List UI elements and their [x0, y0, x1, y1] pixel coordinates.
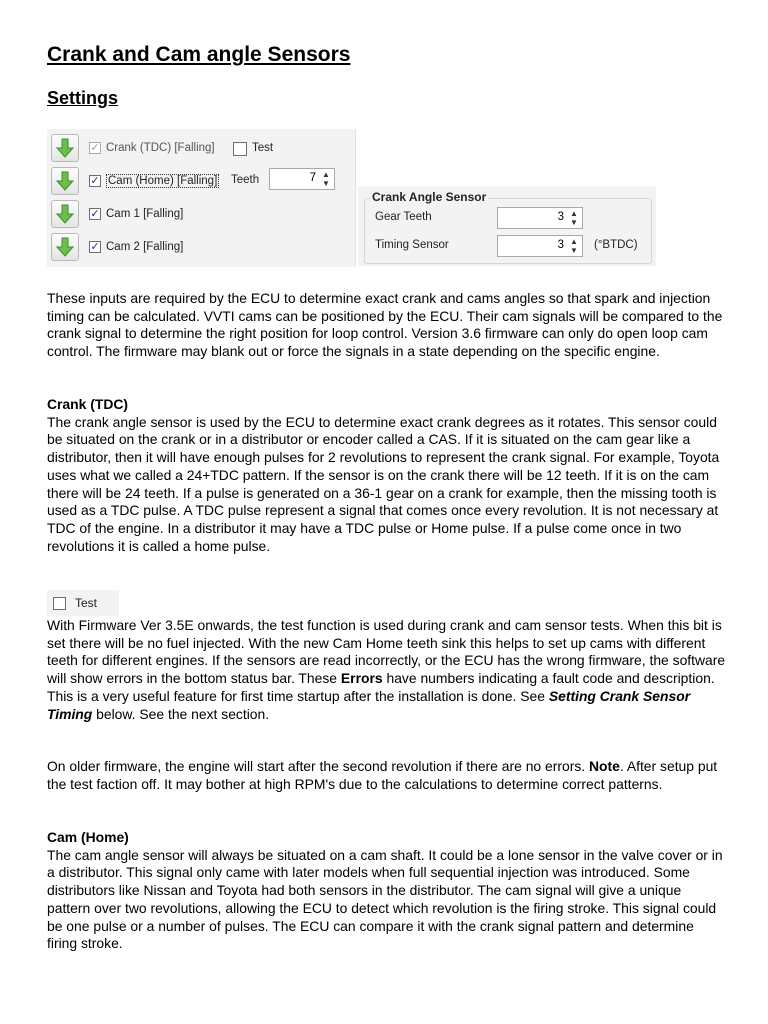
spin-arrows-icon[interactable]: ▲ ▼ [322, 170, 330, 188]
cam-home-checkbox-label: Cam (Home) [Falling] [108, 175, 218, 187]
down-arrow-icon [56, 237, 74, 257]
test-text [47, 617, 727, 723]
crank-text: The crank angle sensor is used by the ECU to determine exact crank degrees as it rotates. This sensor could be situated on the crank or in a distributor or encoder called a CAS. If it is situated on the cam gear like a distributor, then it will have enough pulses for 2 revolutions to represent the crank signal. For example, Toyota uses what we called a 24+TDC pattern. If the sensor is on the crank there will be 12 teeth. If it is on the cam there will be 24 teeth. If a pulse is generated on a 36-1 gear on a crank for example, then the missing tooth is used as a TDC pulse. A TDC pulse represent a signal that comes once every revolution. It is not necessary at TDC of the engine. In a distributor it may have a TDC pulse or Home pulse. If a pulse come once in two revolutions it is called a home pulse. [47, 413, 720, 554]
cam2-row [51, 232, 183, 262]
crank-checkbox-label: Crank (TDC) [Falling] [106, 142, 215, 154]
teeth-spinbox[interactable] [269, 168, 335, 190]
timing-sensor-spinbox[interactable] [497, 235, 583, 257]
cam-home-row [51, 166, 219, 196]
test-text-part1: With Firmware Ver 3.5E onwards, the test function is used during crank and cam sensor tests. When this bit is set there will be no fuel injected. With the new Cam Home teeth sink this helps to set up cams with different teeth for different engines. If the sensors are read incorrectly, or the ECU has the wrong firmware, the software will show errors in the bottom status bar. These [47, 617, 726, 687]
test-widget-checkbox[interactable] [53, 597, 66, 610]
crank-angle-sensor-panel [358, 186, 656, 266]
spin-arrows-icon[interactable]: ▲ ▼ [570, 237, 578, 255]
cam-heading: Cam (Home) [47, 829, 129, 845]
test-checkbox-label: Test [252, 142, 274, 154]
test-widget [47, 590, 119, 616]
sensor-settings-panel [47, 129, 356, 267]
cam1-checkbox[interactable]: ✓ [90, 208, 100, 220]
older-text-part1: On older firmware, the engine will start after the second revolution if there are no errors. [47, 758, 589, 774]
gear-teeth-label: Gear Teeth [375, 211, 432, 223]
cam-section [47, 829, 727, 953]
cam1-download-button[interactable] [51, 200, 79, 228]
page-title: Crank and Cam angle Sensors [47, 43, 351, 66]
older-text-part2: . After setup put the test faction off. It may bother at high RPM's due to the calculations to determine correct patterns. [47, 758, 718, 792]
cam2-checkbox-label: Cam 2 [Falling] [106, 241, 184, 253]
cam2-download-button[interactable] [51, 233, 79, 261]
intro-paragraph [47, 290, 727, 361]
test-text-part2: have numbers indicating a fault code and description. This is a very useful feature for first time startup after the installation is done. See [47, 670, 715, 704]
crank-section [47, 396, 727, 555]
cam2-checkbox[interactable]: ✓ [90, 241, 100, 253]
down-arrow-icon [56, 171, 74, 191]
intro-text: These inputs are required by the ECU to determine exact crank and cams angles so that spark and injection timing can be calculated. VVTI cams can be positioned by the ECU. Their cam signals will be compared to the crank signal to determine the right position for loop control. Version 3.6 firmware can only do open loop cam control. The firmware may blank out or force the signals in a state depending on the specific engine. [47, 290, 723, 360]
spin-arrows-icon[interactable]: ▲ ▼ [570, 209, 578, 227]
cam-home-checkbox[interactable]: ✓ [90, 175, 100, 187]
test-paragraph [47, 617, 727, 723]
crank-download-button[interactable] [51, 134, 79, 162]
cam1-row [51, 199, 183, 229]
timing-unit-label: (°BTDC) [594, 239, 638, 251]
crank-heading: Crank (TDC) [47, 396, 129, 412]
cam-text: The cam angle sensor will always be situated on a cam shaft. It could be a lone sensor in the valve cover or in a distributor. This signal only came with later models when full sequential injection was introduced. Some distributors like Nissan and Toyota had both sensors in the distributor. The cam signal will give a unique pattern over two revolutions, allowing the ECU to detect which revolution is the firing stroke. This signal could be one pulse or a number of pulses. The ECU can compare it with the crank signal pattern and determine firing stroke. [47, 846, 723, 952]
errors-word: Errors [340, 670, 383, 687]
gear-teeth-value: 3 [557, 211, 564, 223]
older-text [47, 758, 727, 793]
setting-crank-sensor-timing-link[interactable]: Setting Crank Sensor Timing [47, 687, 691, 722]
test-checkbox[interactable] [233, 142, 247, 156]
timing-sensor-value: 3 [557, 239, 564, 251]
crank-checkbox[interactable]: ✓ [90, 142, 100, 154]
teeth-label: Teeth [231, 174, 260, 186]
test-widget-label: Test [75, 596, 98, 610]
section-title-settings: Settings [47, 88, 119, 108]
teeth-value: 7 [309, 172, 316, 184]
crank-row [51, 133, 215, 163]
gear-teeth-spinbox[interactable] [497, 207, 583, 229]
crank-angle-sensor-title: Crank Angle Sensor [372, 190, 487, 204]
cam1-checkbox-label: Cam 1 [Falling] [106, 208, 184, 220]
older-firmware-paragraph [47, 758, 727, 793]
cam-home-download-button[interactable] [51, 167, 79, 195]
test-text-part3: below. See the next section. [92, 705, 270, 722]
timing-sensor-label: Timing Sensor [375, 239, 449, 251]
note-word: Note [589, 758, 620, 774]
down-arrow-icon [56, 138, 74, 158]
down-arrow-icon [56, 204, 74, 224]
